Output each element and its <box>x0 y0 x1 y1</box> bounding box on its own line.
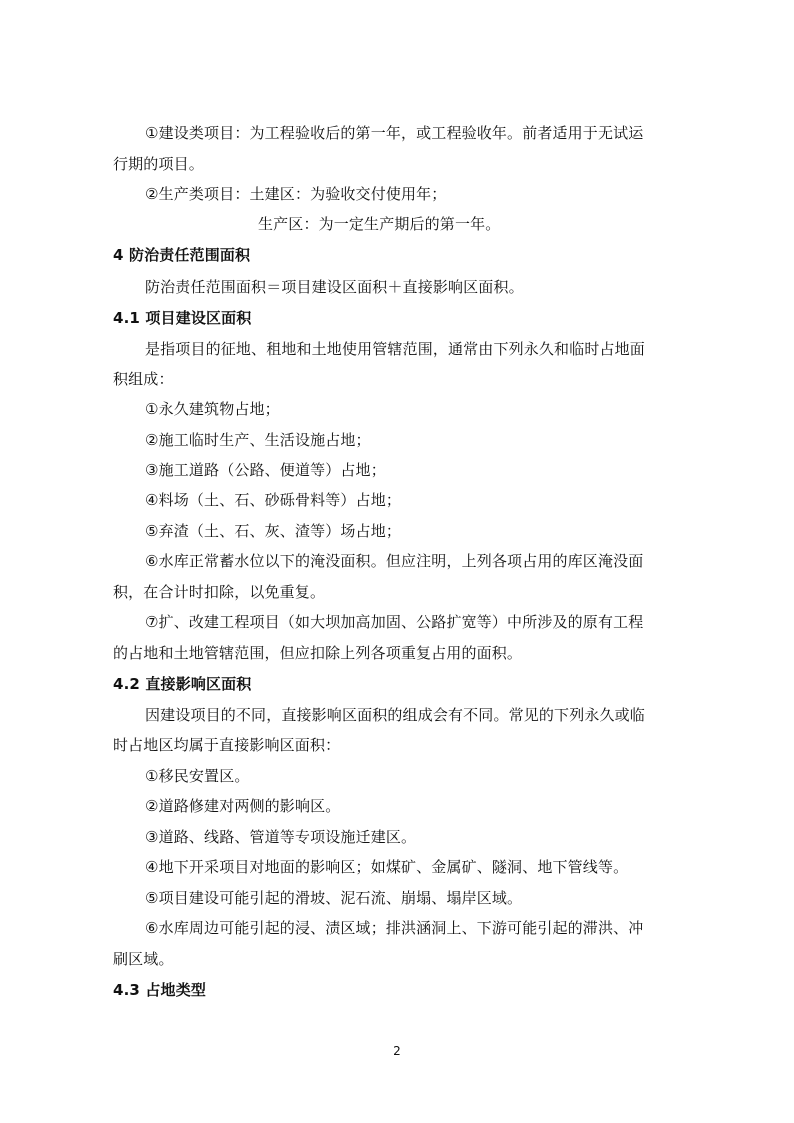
text-line: 因建设项目的不同，直接影响区面积的组成会有不同。常见的下列永久或临 <box>145 706 645 724</box>
text-line: 时占地区均属于直接影响区面积： <box>113 736 341 754</box>
section-heading: 4 防治责任范围面积 <box>113 246 251 264</box>
text-line: ②生产类项目：土建区：为验收交付使用年； <box>145 185 447 203</box>
text-line: 是指项目的征地、租地和土地使用管辖范围，通常由下列永久和临时占地面 <box>145 340 645 358</box>
text-line: 防治责任范围面积＝项目建设区面积＋直接影响区面积。 <box>145 278 524 296</box>
list-item: ⑥水库正常蓄水位以下的淹没面积。但应注明，上列各项占用的库区淹没面 <box>145 552 644 570</box>
text-line: 的占地和土地管辖范围，但应扣除上列各项重复占用的面积。 <box>113 644 523 662</box>
list-item: ①永久建筑物占地； <box>145 400 280 418</box>
text-line: 生产区：为一定生产期后的第一年。 <box>258 215 501 233</box>
section-heading: 4.1 项目建设区面积 <box>113 309 252 327</box>
text-line: 积，在合计时扣除，以免重复。 <box>113 583 326 601</box>
list-item: ③道路、线路、管道等专项设施迁建区。 <box>145 828 417 846</box>
list-item: ⑤弃渣（土、石、灰、渣等）场占地； <box>145 522 401 540</box>
list-item: ⑦扩、改建工程项目（如大坝加高加固、公路扩宽等）中所涉及的原有工程 <box>145 613 644 631</box>
list-item: ③施工道路（公路、便道等）占地； <box>145 461 386 479</box>
list-item: ①移民安置区。 <box>145 767 250 785</box>
page-number: 2 <box>393 1044 401 1058</box>
list-item: ⑤项目建设可能引起的滑坡、泥石流、崩塌、塌岸区域。 <box>145 889 523 907</box>
list-item: ②道路修建对两侧的影响区。 <box>145 797 341 815</box>
text-line: 行期的项目。 <box>113 155 204 173</box>
text-line: 积组成： <box>113 370 174 388</box>
text-line: 刷区域。 <box>113 950 174 968</box>
section-heading: 4.2 直接影响区面积 <box>113 675 252 693</box>
list-item: ④地下开采项目对地面的影响区；如煤矿、金属矿、隧洞、地下管线等。 <box>145 858 629 876</box>
list-item: ④料场（土、石、砂砾骨料等）占地； <box>145 491 401 509</box>
list-item: ⑥水库周边可能引起的浸、渍区域；排洪涵洞上、下游可能引起的滞洪、冲 <box>145 919 644 937</box>
section-heading: 4.3 占地类型 <box>113 981 206 999</box>
text-line: ①建设类项目：为工程验收后的第一年，或工程验收年。前者适用于无试运 <box>145 124 644 142</box>
list-item: ②施工临时生产、生活设施占地； <box>145 431 371 449</box>
